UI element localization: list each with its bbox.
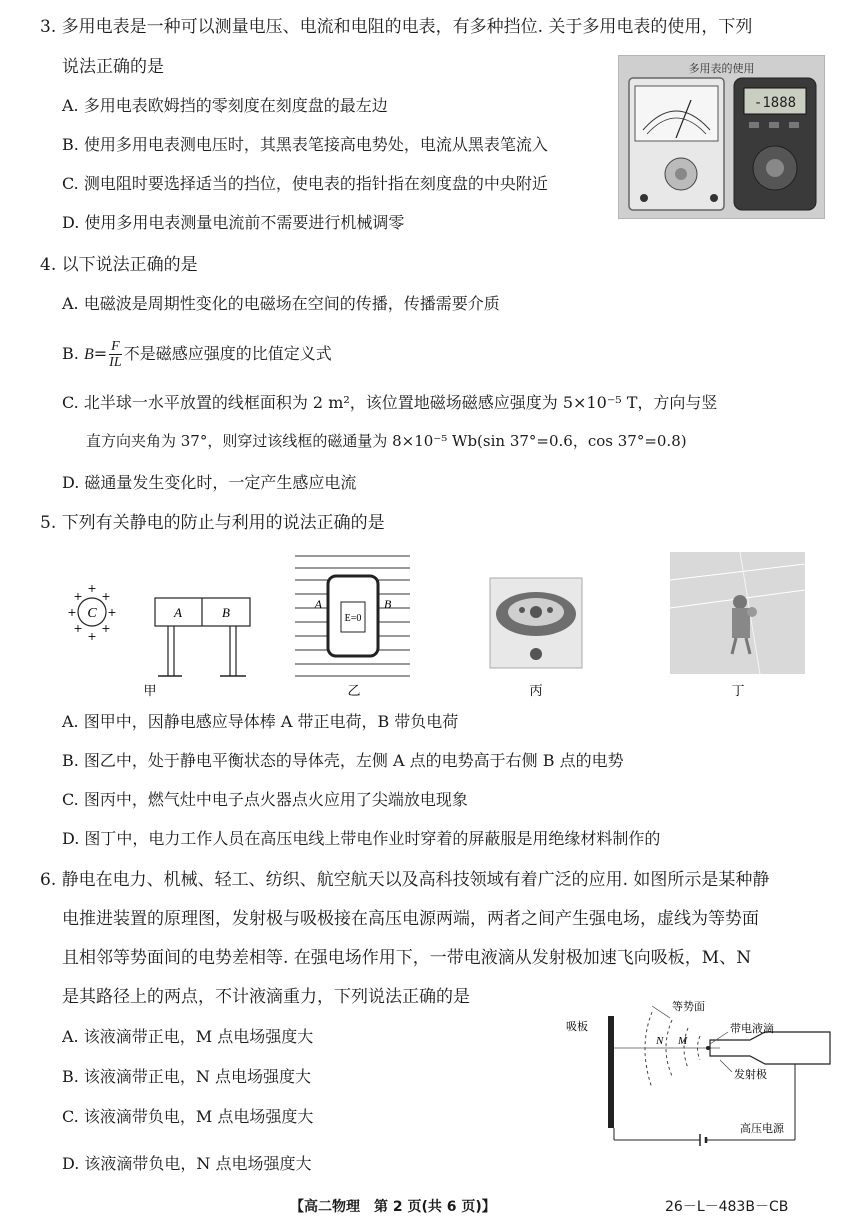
q6-stem-line2: 电推进装置的原理图，发射极与吸极接在高压电源两端，两者之间产生强电场，虚线为等势面 — [62, 909, 759, 929]
q6-stem-line3: 且相邻等势面间的电势差相等. 在强电场作用下，一带电液滴从发射极加速飞向吸板，M、N — [62, 948, 752, 968]
q5-figures — [60, 550, 840, 700]
q4-stem: 4. 以下说法正确的是 — [40, 255, 198, 275]
label-power: 高压电源 — [740, 1122, 784, 1135]
q3-option-b: B. 使用多用电表测电压时，其黑表笔接高电势处，电流从黑表笔流入 — [62, 135, 548, 154]
figure-jia — [67, 582, 250, 676]
page-footer-code: 26－L－483B－CB — [665, 1199, 789, 1215]
figure-label-jia: 甲 — [143, 684, 157, 699]
svg-text:+: + — [73, 622, 83, 635]
q4-option-d: D. 磁通量发生变化时，一定产生感应电流 — [62, 473, 357, 492]
q3-option-c: C. 测电阻时要选择适当的挡位，使电表的指针指在刻度盘的中央附近 — [62, 174, 548, 193]
multimeter-lcd: -1888 — [753, 95, 797, 111]
q4-option-b-prefix: B. — [62, 344, 84, 363]
q4-option-b — [62, 338, 332, 371]
figure-yi — [295, 556, 410, 676]
fig2-label-a: A — [314, 597, 322, 611]
page-footer-title: 【高二物理 第 2 页(共 6 页)】 — [290, 1199, 496, 1215]
figure-label-bing: 丙 — [529, 684, 543, 699]
q6-option-c: C. 该液滴带负电，M 点电场强度大 — [62, 1107, 314, 1126]
electrostatic-thruster-diagram — [560, 1000, 850, 1150]
fig1-label-b: B — [222, 605, 230, 620]
multimeter-photo — [618, 55, 825, 219]
svg-text:+: + — [101, 622, 111, 635]
svg-text:+: + — [107, 606, 117, 619]
q4-option-b-fraction — [109, 339, 122, 370]
q4-option-b-denominator: IL — [109, 355, 122, 370]
svg-text:+: + — [101, 590, 111, 603]
q4-option-b-var: B — [83, 346, 94, 363]
q4-option-c-line2: 直方向夹角为 37°，则穿过该线框的磁通量为 8×10⁻⁵ Wb(sin 37°=0.6，cos 37°=0.8) — [86, 432, 687, 450]
q3-stem-line2: 说法正确的是 — [62, 57, 164, 77]
svg-text:+: + — [87, 630, 97, 643]
q5-option-c: C. 图丙中，燃气灶中电子点火器点火应用了尖端放电现象 — [62, 790, 468, 809]
multimeter-photo-title: 多用表的使用 — [688, 62, 755, 75]
q4-option-a: A. 电磁波是周期性变化的电磁场在空间的传播，传播需要介质 — [62, 294, 500, 313]
fig2-label-b: B — [384, 597, 392, 611]
q4-option-b-numerator: F — [111, 339, 120, 354]
fig1-label-a: A — [174, 605, 182, 620]
q3-stem-line1: 3. 多用电表是一种可以测量电压、电流和电阻的电表，有多种挡位. 关于多用电表的使用，下列 — [40, 17, 753, 37]
q6-stem-line4: 是其路径上的两点，不计液滴重力，下列说法正确的是 — [62, 987, 470, 1007]
label-droplet: 带电液滴 — [730, 1022, 774, 1035]
q6-stem-line1: 6. 静电在电力、机械、轻工、纺织、航空航天以及高科技领域有着广泛的应用. 如图所示是某种静 — [40, 870, 770, 890]
multimeter-illustration — [619, 56, 824, 218]
q3-option-a: A. 多用电表欧姆挡的零刻度在刻度盘的最左边 — [62, 96, 388, 115]
q5-option-d: D. 图丁中，电力工作人员在高压电线上带电作业时穿着的屏蔽服是用绝缘材料制作的 — [62, 829, 661, 848]
figure-label-yi: 乙 — [347, 684, 361, 699]
q6-option-b: B. 该液滴带正电，N 点电场强度大 — [62, 1067, 312, 1086]
label-m: M — [678, 1035, 688, 1047]
svg-text:+: + — [67, 606, 77, 619]
figure-bing — [490, 578, 582, 668]
svg-text:+: + — [73, 590, 83, 603]
q3-option-d: D. 使用多用电表测量电流前不需要进行机械调零 — [62, 213, 405, 232]
label-equipotential: 等势面 — [672, 1000, 705, 1013]
fig2-label-e: E=0 — [344, 613, 362, 624]
figure-label-ding: 丁 — [731, 684, 745, 699]
label-n: N — [656, 1035, 664, 1047]
q5-option-b: B. 图乙中，处于静电平衡状态的导体壳，左侧 A 点的电势高于右侧 B 点的电势 — [62, 751, 624, 770]
q5-stem: 5. 下列有关静电的防止与利用的说法正确的是 — [40, 513, 385, 533]
label-plate: 吸板 — [566, 1020, 588, 1033]
figure-ding — [670, 552, 805, 674]
svg-text:+: + — [87, 582, 97, 595]
q4-option-b-suffix: 不是磁感应强度的比值定义式 — [123, 344, 332, 363]
q5-option-a: A. 图甲中，因静电感应导体棒 A 带正电荷，B 带负电荷 — [62, 712, 459, 731]
q4-option-c-line1: C. 北半球一水平放置的线框面积为 2 m²，该位置地磁场磁感应强度为 5×10⁻⁵ T，方向与竖 — [62, 393, 718, 412]
fig1-label-c: C — [87, 606, 97, 621]
label-emitter: 发射极 — [734, 1068, 767, 1081]
q6-option-d: D. 该液滴带负电，N 点电场强度大 — [62, 1154, 312, 1173]
q6-option-a: A. 该液滴带正电，M 点电场强度大 — [62, 1027, 314, 1046]
q4-option-b-eq: = — [93, 344, 108, 363]
